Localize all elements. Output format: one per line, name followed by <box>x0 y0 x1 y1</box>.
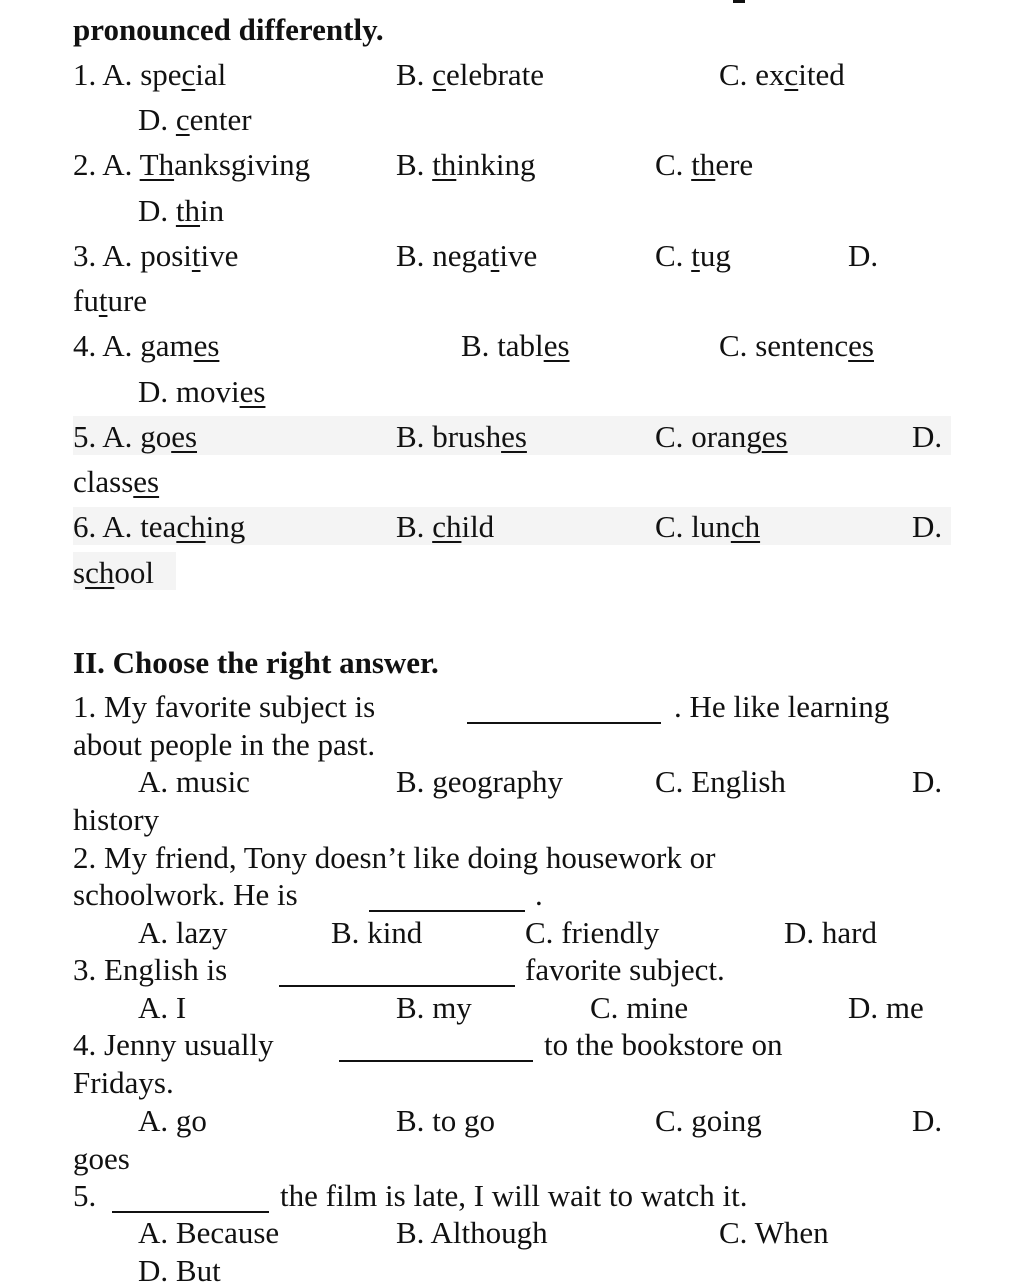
s1-q4-option-c: C. sentences <box>719 328 874 363</box>
s2-q3-option-b: B. my <box>396 990 472 1025</box>
s1-q2-option-a: 2. A. Thanksgiving <box>73 147 311 182</box>
s1-q1-option-d: D. center <box>138 102 252 137</box>
s1-q3-option-d-word: future <box>73 283 148 318</box>
s2-q5-line1-after: the film is late, I will wait to watch it. <box>280 1178 748 1213</box>
s1-q4-option-a: 4. A. games <box>73 328 220 363</box>
s2-q1-option-a: A. music <box>138 764 250 799</box>
s2-q1-line2: about people in the past. <box>73 727 376 762</box>
s2-q4-line1: 4. Jenny usually <box>73 1027 274 1062</box>
s1-q5-option-d-word: classes <box>73 464 160 499</box>
s1-q2-option-d: D. thin <box>138 193 225 228</box>
section2-heading: II. Choose the right answer. <box>73 645 439 680</box>
s1-q1-option-c: C. excited <box>719 57 845 92</box>
s2-q2-option-d: D. hard <box>784 915 877 950</box>
s2-q5-num: 5. <box>73 1178 97 1213</box>
s2-q4-option-a: A. go <box>138 1103 207 1138</box>
s2-q2-line1: 2. My friend, Tony doesn’t like doing housework or <box>73 840 716 875</box>
s1-q3-option-b: B. negative <box>396 238 538 273</box>
s2-q2-line2-after: . <box>535 877 543 912</box>
s1-q1-option-a: 1. A. special <box>73 57 227 92</box>
s2-q1-option-d-word: history <box>73 802 160 837</box>
s2-q1-blank[interactable] <box>467 700 661 724</box>
s1-q6-option-c: C. lunch <box>655 509 761 544</box>
s2-q1-line1-after: . He like learning <box>674 689 890 724</box>
s2-q2-option-c: C. friendly <box>525 915 660 950</box>
s2-q1-line1: 1. My favorite subject is <box>73 689 376 724</box>
s2-q4-option-b: B. to go <box>396 1103 496 1138</box>
s1-q4-option-b: B. tables <box>461 328 570 363</box>
s1-q5-option-d-letter: D. <box>912 419 943 454</box>
s2-q4-option-d-word: goes <box>73 1141 130 1176</box>
s1-q2-option-c: C. there <box>655 147 754 182</box>
s1-q3-option-c: C. tug <box>655 238 731 273</box>
s1-q6-option-b: B. child <box>396 509 495 544</box>
s1-q6-option-d-letter: D. <box>912 509 943 544</box>
s2-q1-option-b: B. geography <box>396 764 564 799</box>
s2-q4-option-c: C. going <box>655 1103 762 1138</box>
s1-q5-option-b: B. brushes <box>396 419 527 454</box>
s2-q1-option-c: C. English <box>655 764 786 799</box>
cropped-mark <box>733 0 745 3</box>
s1-q5-option-a: 5. A. goes <box>73 419 198 454</box>
s1-q6-option-d-word: school <box>73 555 154 590</box>
s2-q4-line2: Fridays. <box>73 1065 174 1100</box>
s2-q5-option-a: A. Because <box>138 1215 280 1250</box>
s2-q3-line1: 3. English is <box>73 952 228 987</box>
s1-q2-option-b: B. thinking <box>396 147 536 182</box>
s2-q3-option-c: C. mine <box>590 990 689 1025</box>
s2-q4-option-d-letter: D. <box>912 1103 943 1138</box>
s1-q3-option-d-letter: D. <box>848 238 879 273</box>
s2-q4-line1-after: to the bookstore on <box>544 1027 783 1062</box>
s2-q2-option-b: B. kind <box>331 915 423 950</box>
s2-q3-option-a: A. I <box>138 990 187 1025</box>
s2-q2-blank[interactable] <box>369 888 525 912</box>
s2-q3-blank[interactable] <box>279 963 515 987</box>
s1-q4-option-d: D. movies <box>138 374 266 409</box>
s1-q5-option-c: C. oranges <box>655 419 788 454</box>
s2-q4-blank[interactable] <box>339 1038 533 1062</box>
s2-q5-option-b: B. Although <box>396 1215 548 1250</box>
s2-q3-option-d: D. me <box>848 990 924 1025</box>
s2-q5-option-d: D. But <box>138 1253 221 1288</box>
s2-q2-line2: schoolwork. He is <box>73 877 298 912</box>
s2-q3-line1-after: favorite subject. <box>525 952 725 987</box>
s1-q1-option-b: B. celebrate <box>396 57 545 92</box>
s1-q3-option-a: 3. A. positive <box>73 238 239 273</box>
s2-q5-option-c: C. When <box>719 1215 829 1250</box>
s2-q2-option-a: A. lazy <box>138 915 228 950</box>
s2-q1-option-d-letter: D. <box>912 764 943 799</box>
s1-q6-option-a: 6. A. teaching <box>73 509 246 544</box>
section1-heading-tail: pronounced differently. <box>73 12 384 47</box>
s2-q5-blank[interactable] <box>112 1189 269 1213</box>
